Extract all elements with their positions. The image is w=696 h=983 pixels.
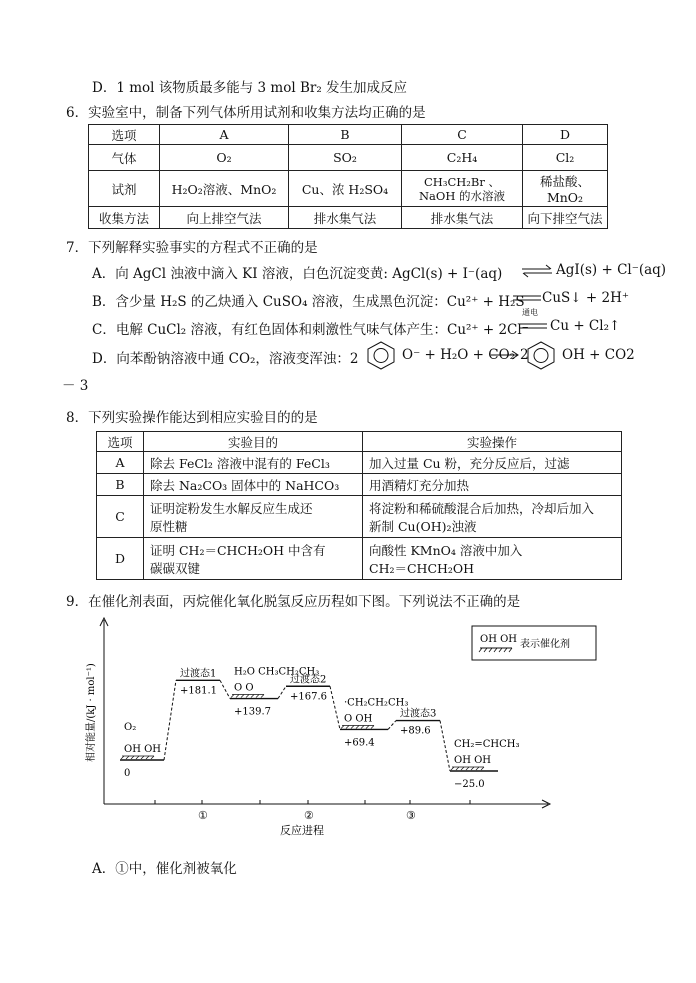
q8-table: [96, 431, 622, 580]
catalyst-hatch: [356, 725, 359, 728]
q7-option-d: D．向苯酚钠溶液中通 CO₂，溶液变浑浊：2: [92, 351, 359, 367]
energy-value-label: −25.0: [454, 779, 485, 790]
q8-cell: 加入过量 Cu 粉，充分反应后，过滤: [363, 452, 622, 474]
energy-value-label: +139.7: [234, 706, 272, 718]
catalyst-hatch: [251, 695, 254, 698]
catalyst-hatch: [451, 767, 454, 770]
energy-levels: [120, 666, 520, 790]
catalyst-hatch: [366, 725, 369, 728]
q8-cell: D: [97, 538, 144, 580]
catalyst-hatch: [141, 756, 144, 759]
q6-stem: 6．实验室中，制备下列气体所用试剂和收集方法均正确的是: [66, 105, 426, 121]
q7-option-d-right: OH + CO2: [562, 347, 635, 363]
transition-state-label: 过渡态2: [290, 674, 327, 686]
energy-value-label: +167.6: [290, 691, 328, 703]
benzene-ring-icon: [524, 340, 558, 370]
q6-cell: 排水集气法: [289, 207, 402, 229]
legend-oh: OH OH: [480, 634, 518, 645]
legend-text: 表示催化剂: [520, 639, 570, 650]
q7-option-b-right: CuS↓ + 2H⁺: [542, 290, 629, 306]
energy-connector: [330, 686, 340, 729]
q8-cell-c-operation: [363, 496, 622, 538]
arrow-right-icon: [490, 350, 520, 360]
catalyst-hatch: [241, 695, 244, 698]
step-label: ①: [198, 809, 208, 822]
q7-option-c: C．电解 CuCl₂ 溶液，有红色固体和刺激性气味气体产生：Cu²⁺ + 2Cl⁻: [92, 322, 529, 338]
energy-value-label: +181.1: [180, 685, 218, 697]
transition-state-label: 过渡态1: [180, 668, 217, 680]
q6-header-0: 选项: [89, 125, 160, 145]
q7-stem: 7．下列解释实验事实的方程式不正确的是: [66, 240, 318, 256]
surface-species-label: O OH: [344, 713, 373, 725]
catalyst-hatch: [371, 725, 374, 728]
energy-connector: [220, 680, 230, 698]
step-label: ②: [304, 809, 314, 822]
q6-cell: 试剂: [89, 171, 160, 207]
catalyst-hatch: [461, 767, 464, 770]
q8-cell: 用酒精灯充分加热: [363, 474, 622, 496]
q9-stem: 9．在催化剂表面，丙烷催化氧化脱氢反应历程如下图。下列说法不正确的是: [66, 594, 521, 610]
q6-table: [88, 124, 608, 229]
q6-header-2: B: [289, 125, 402, 145]
q7-option-d-coef: 2: [520, 347, 529, 363]
equilibrium-arrow-icon: [520, 264, 554, 278]
q8-header-1: 实验目的: [144, 432, 363, 452]
q7-c-condition: 通电: [522, 308, 538, 317]
q8-d-purpose-line1: 证明 CH₂＝CHCH₂OH 中含有: [150, 542, 326, 558]
energy-value-label: 0: [124, 768, 131, 779]
catalyst-hatch: [121, 756, 124, 759]
q7-option-d-mid: O⁻ + H₂O + CO₂: [402, 347, 516, 363]
q7-option-c-right: Cu + Cl₂↑: [550, 318, 621, 334]
q8-c-op-line1: 将淀粉和稀硫酸混合后加热，冷却后加入: [369, 500, 595, 516]
benzene-ring-icon: [364, 340, 398, 370]
q6-cell: 收集方法: [89, 207, 160, 229]
q6-cell: 向下排空气法: [523, 207, 608, 229]
q6-c-reagent-line2: NaOH 的水溶液: [418, 188, 506, 203]
q8-header-0: 选项: [97, 432, 144, 452]
q9-option-a: A．①中，催化剂被氧化: [92, 861, 237, 877]
q6-cell: 稀盐酸、MnO₂: [523, 171, 608, 207]
q8-cell-d-purpose: [144, 538, 363, 580]
q6-cell: Cl₂: [523, 145, 608, 171]
catalyst-hatch: [476, 767, 479, 770]
catalyst-hatch: [246, 695, 249, 698]
q7-option-a: A．向 AgCl 浊液中滴入 KI 溶液，白色沉淀变黄: AgCl(s) + I⁻(aq): [92, 266, 503, 282]
q6-cell: C₂H₄: [402, 145, 523, 171]
q6-header-1: A: [160, 125, 289, 145]
q6-cell-c-reagent: [402, 171, 523, 207]
catalyst-hatch: [361, 725, 364, 728]
q6-cell: 排水集气法: [402, 207, 523, 229]
q6-c-reagent-line1: CH₃CH₂Br 、: [424, 174, 500, 189]
catalyst-hatch: [146, 756, 149, 759]
q8-d-purpose-line2: 碳碳双键: [150, 560, 201, 576]
equals-arrow-icon: [512, 292, 542, 304]
adsorbate-label: CH₂=CHCH₃: [454, 739, 520, 750]
energy-profile-chart: [80, 612, 640, 842]
catalyst-hatch: [466, 767, 469, 770]
q6-cell: Cu、浓 H₂SO₄: [289, 171, 402, 207]
q6-cell: 向上排空气法: [160, 207, 289, 229]
catalyst-hatch: [136, 756, 139, 759]
catalyst-hatch: [261, 695, 264, 698]
surface-species-label: OH OH: [454, 755, 492, 766]
transition-state-label: 过渡态3: [400, 708, 437, 720]
catalyst-hatch: [126, 756, 129, 759]
adsorbate-label: ·CH₂CH₂CH₃: [344, 697, 409, 709]
q8-d-op-line2: CH₂＝CHCH₂OH: [369, 560, 475, 576]
q8-cell-c-purpose: [144, 496, 363, 538]
q8-c-purpose-line2: 原性糖: [150, 518, 188, 534]
energy-value-label: +69.4: [344, 737, 375, 749]
x-axis-label: 反应进程: [280, 824, 324, 837]
q6-header-4: D: [523, 125, 608, 145]
q6-cell: SO₂: [289, 145, 402, 171]
step-label: ③: [406, 809, 416, 822]
catalyst-hatch: [341, 725, 344, 728]
catalyst-hatch: [131, 756, 134, 759]
q7-option-d-continuation: － 3: [62, 378, 89, 394]
q7-option-b: B．含少量 H₂S 的乙炔通入 CuSO₄ 溶液，生成黑色沉淀：Cu²⁺ + H₂S: [92, 294, 525, 310]
catalyst-hatch: [471, 767, 474, 770]
step-markers: [155, 800, 470, 822]
q8-c-purpose-line1: 证明淀粉发生水解反应生成还: [150, 500, 313, 516]
energy-connector: [278, 686, 286, 698]
adsorbate-label: O₂: [124, 722, 137, 733]
q8-cell-d-operation: [363, 538, 622, 580]
q5-option-d: D．1 mol 该物质最多能与 3 mol Br₂ 发生加成反应: [92, 80, 408, 96]
surface-species-label: OH OH: [124, 744, 162, 755]
q8-cell: C: [97, 496, 144, 538]
catalyst-hatch: [236, 695, 239, 698]
q8-c-op-line2: 新制 Cu(OH)₂浊液: [369, 518, 477, 534]
q8-d-op-line1: 向酸性 KMnO₄ 溶液中加入: [369, 542, 523, 558]
catalyst-hatch: [351, 725, 354, 728]
catalyst-hatch: [256, 695, 259, 698]
q6-cell: H₂O₂溶液、MnO₂: [160, 171, 289, 207]
q8-stem: 8．下列实验操作能达到相应实验目的的是: [66, 410, 318, 426]
catalyst-hatch: [481, 767, 484, 770]
catalyst-hatch: [346, 725, 349, 728]
q8-header-2: 实验操作: [363, 432, 622, 452]
q8-cell: A: [97, 452, 144, 474]
energy-value-label: +89.6: [400, 725, 431, 737]
q6-header-3: C: [402, 125, 523, 145]
q6-cell: O₂: [160, 145, 289, 171]
energy-connector: [388, 721, 396, 730]
q7-option-a-right: AgI(s) + Cl⁻(aq): [556, 262, 667, 278]
equals-arrow-icon: [518, 320, 548, 332]
q8-cell: B: [97, 474, 144, 496]
surface-species-label: O O: [234, 682, 254, 694]
q8-cell: 除去 FeCl₂ 溶液中混有的 FeCl₃: [144, 452, 363, 474]
q8-cell: 除去 Na₂CO₃ 固体中的 NaHCO₃: [144, 474, 363, 496]
energy-connector: [164, 680, 176, 760]
adsorbate-label: H₂O CH₃CH₂CH₃: [234, 666, 320, 678]
q6-cell: 气体: [89, 145, 160, 171]
catalyst-hatch: [151, 756, 154, 759]
catalyst-hatch: [456, 767, 459, 770]
y-axis-label: 相对能量/(kJ · mol⁻¹): [86, 663, 97, 762]
catalyst-hatch: [231, 695, 234, 698]
energy-connector: [440, 721, 450, 771]
catalyst-legend: [472, 626, 596, 660]
